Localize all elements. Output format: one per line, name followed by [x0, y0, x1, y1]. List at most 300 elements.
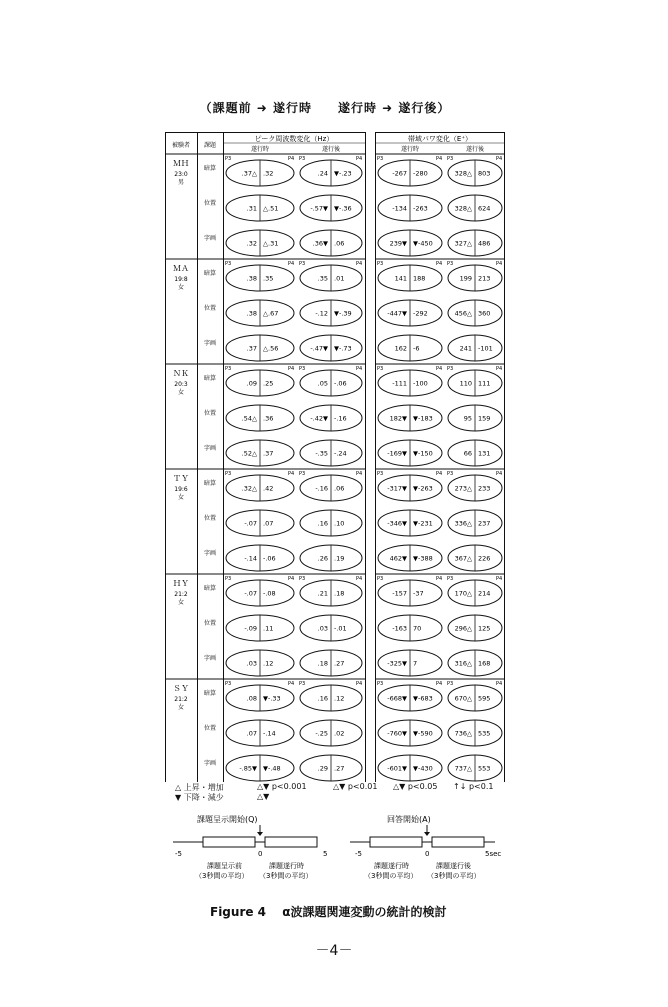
p4-label: P4 [288, 366, 295, 372]
left-hemisphere-value: -.42▼ [310, 414, 328, 423]
left-hemisphere-value: 199 [459, 274, 472, 283]
right-hemisphere-value: -.01 [334, 624, 347, 633]
right-hemisphere-value: 131 [478, 449, 491, 458]
right-hemisphere-value: .12 [334, 694, 345, 703]
p3-label: P3 [225, 471, 232, 477]
power-during-cell [377, 156, 442, 186]
peak-during-cell [226, 510, 294, 536]
left-hemisphere-value: 273△ [454, 484, 472, 493]
legend [165, 782, 505, 802]
left-hemisphere-value: .54△ [241, 414, 257, 423]
legend-p01: △▼ p<0.01 [333, 782, 378, 791]
subject-name: ＮＫ [173, 369, 189, 378]
left-hemisphere-value: 296△ [454, 624, 472, 633]
during-a-label: 課題遂行時 [374, 862, 409, 870]
power-during-cell [377, 681, 442, 711]
p4-label: P4 [356, 471, 363, 477]
left-hemisphere-value: .05 [317, 379, 328, 388]
tick-5sec: 5sec [485, 850, 502, 858]
power-during-cell [378, 650, 442, 676]
p4-label: P4 [436, 261, 443, 267]
right-hemisphere-value: 237 [478, 519, 491, 528]
right-hemisphere-value: -280 [413, 169, 428, 178]
peak-during-cell [226, 230, 294, 256]
subject-age: 19:6 [174, 486, 188, 493]
power-after-cell [447, 261, 502, 291]
left-hemisphere-value: 141 [394, 274, 407, 283]
task-label: 暗算 [203, 270, 217, 277]
page-number: －4－ [315, 943, 353, 959]
right-hemisphere-value: .25 [263, 379, 274, 388]
right-hemisphere-value: ▼-.48 [263, 764, 281, 773]
power-after-cell [448, 615, 502, 641]
right-hemisphere-value: 214 [478, 589, 491, 598]
right-hemisphere-value: ▼-590 [413, 729, 433, 738]
p3-label: P3 [225, 366, 232, 372]
right-hemisphere-value: .01 [334, 274, 345, 283]
left-hemisphere-value: 367△ [454, 554, 472, 563]
left-hemisphere-value: -.12 [315, 309, 328, 318]
p4-label: P4 [436, 471, 443, 477]
pre-q-box [203, 837, 255, 847]
power-after-cell [448, 300, 502, 326]
task-label: 位置 [203, 725, 217, 732]
left-hemisphere-value: -157 [392, 589, 407, 598]
peak-after-cell [300, 545, 362, 571]
right-hemisphere-value: -.06 [334, 379, 347, 388]
left-hemisphere-value: 328△ [454, 204, 472, 213]
peak-during-cell [226, 545, 294, 571]
power-after-cell [447, 366, 502, 396]
left-hemisphere-value: -668▼ [387, 694, 407, 703]
left-hemisphere-value: 241 [459, 344, 472, 353]
left-hemisphere-value: -169▼ [387, 449, 407, 458]
power-during-cell [377, 471, 442, 501]
left-hemisphere-value: -325▼ [387, 659, 407, 668]
right-hemisphere-value: .32 [263, 169, 274, 178]
p3-label: P3 [377, 681, 384, 687]
peak-after-cell [300, 720, 362, 746]
left-hemisphere-value: .29 [317, 764, 328, 773]
tick-0-right: 0 [425, 850, 430, 858]
left-hemisphere-value: 670△ [454, 694, 472, 703]
left-hemisphere-value: .18 [317, 659, 328, 668]
subject-age: 21:2 [174, 591, 188, 598]
right-hemisphere-value: .27 [334, 659, 345, 668]
a-arrowhead [424, 832, 430, 836]
power-after-cell [448, 650, 502, 676]
right-hemisphere-value: ▼-.33 [263, 694, 281, 703]
left-hemisphere-value: 736△ [454, 729, 472, 738]
power-during-cell [377, 576, 442, 606]
task-label: 字画 [203, 445, 217, 452]
right-hemisphere-value: 595 [478, 694, 491, 703]
left-hemisphere-value: -.07 [244, 589, 257, 598]
left-hemisphere-value: .07 [246, 729, 257, 738]
after-a-box [432, 837, 484, 847]
left-hemisphere-value: .08 [246, 694, 257, 703]
peak-during-cell [225, 576, 294, 606]
p3-label: P3 [377, 261, 384, 267]
p4-label: P4 [288, 156, 295, 162]
right-hemisphere-value: 7 [413, 659, 418, 668]
power-after-cell [448, 405, 502, 431]
power-after-cell [448, 230, 502, 256]
results-table [165, 132, 505, 782]
p3-label: P3 [299, 576, 306, 582]
p3-label: P3 [299, 471, 306, 477]
peak-after-cell [300, 440, 362, 466]
right-hemisphere-value: -.16 [334, 414, 347, 423]
col-task-header: 課題 [203, 142, 217, 149]
right-hemisphere-value: -292 [413, 309, 428, 318]
peak-after-cell [299, 471, 362, 501]
left-hemisphere-value: .32 [246, 239, 257, 248]
p3-label: P3 [377, 366, 384, 372]
peak-after-cell [300, 335, 362, 361]
left-hemisphere-value: -601▼ [387, 764, 407, 773]
tick-5-left: 5 [323, 850, 328, 858]
p4-label: P4 [356, 366, 363, 372]
legend-p1: ↑↓ p<0.1 [453, 782, 494, 791]
left-hemisphere-value: .32△ [241, 484, 257, 493]
left-hemisphere-value: -346▼ [387, 519, 407, 528]
power-during-cell [378, 615, 442, 641]
p3-label: P3 [447, 681, 454, 687]
right-hemisphere-value: ▼-.39 [334, 309, 352, 318]
right-hemisphere-value: .19 [334, 554, 345, 563]
peak-during-header: 遂行時 [250, 146, 270, 153]
left-hemisphere-value: .03 [317, 624, 328, 633]
left-hemisphere-value: .35 [317, 274, 328, 283]
p4-label: P4 [356, 156, 363, 162]
power-during-cell [378, 230, 442, 256]
task-label: 字画 [203, 235, 217, 242]
during-q-box [265, 837, 317, 847]
legend-down: ▼ 下降・減少 [175, 793, 224, 802]
q-label: 課題呈示開始(Q) [197, 815, 258, 824]
peak-after-header: 遂行後 [321, 146, 341, 153]
during-a-box [370, 837, 422, 847]
p4-label: P4 [356, 681, 363, 687]
right-hemisphere-value: ▼-388 [413, 554, 433, 563]
p3-label: P3 [447, 576, 454, 582]
p4-label: P4 [496, 156, 503, 162]
peak-after-cell [299, 576, 362, 606]
peak-after-cell [299, 681, 362, 711]
left-hemisphere-value: 327△ [454, 239, 472, 248]
left-hemisphere-value: .26 [317, 554, 328, 563]
left-hemisphere-value: .38 [246, 309, 257, 318]
task-label: 位置 [203, 200, 217, 207]
subject-sex: 女 [177, 389, 185, 396]
p4-label: P4 [356, 576, 363, 582]
subject-name: ＴＹ [173, 474, 189, 483]
subject-name: ＨＹ [173, 579, 189, 588]
left-hemisphere-value: .24 [317, 169, 328, 178]
p4-label: P4 [288, 261, 295, 267]
task-label: 暗算 [203, 165, 217, 172]
left-hemisphere-value: -163 [392, 624, 407, 633]
power-during-cell [378, 405, 442, 431]
task-label: 暗算 [203, 375, 217, 382]
peak-after-cell [300, 650, 362, 676]
figure-header: （課題前 ➜ 遂行時 遂行時 ➜ 遂行後） [199, 101, 451, 115]
right-hemisphere-value: -.08 [263, 589, 276, 598]
right-hemisphere-value: .37 [263, 449, 274, 458]
peak-after-cell [299, 261, 362, 291]
right-hemisphere-value: .07 [263, 519, 274, 528]
right-hemisphere-value: ▼-.36 [334, 204, 352, 213]
subject-age: 21:2 [174, 696, 188, 703]
avg-label-4: （3秒間の平均） [427, 872, 481, 880]
power-during-cell [378, 195, 442, 221]
left-hemisphere-value: -267 [392, 169, 407, 178]
task-label: 字画 [203, 655, 217, 662]
left-hemisphere-value: 95 [463, 414, 472, 423]
task-label: 字画 [203, 340, 217, 347]
task-label: 位置 [203, 515, 217, 522]
left-hemisphere-value: 336△ [454, 519, 472, 528]
task-label: 位置 [203, 305, 217, 312]
right-hemisphere-value: -100 [413, 379, 428, 388]
right-hemisphere-value: △.51 [263, 204, 279, 213]
right-hemisphere-value: ▼-150 [413, 449, 433, 458]
p4-label: P4 [496, 681, 503, 687]
power-during-cell [377, 366, 442, 396]
p4-label: P4 [288, 681, 295, 687]
right-hemisphere-value: .27 [334, 764, 345, 773]
left-hemisphere-value: .21 [317, 589, 328, 598]
p3-label: P3 [225, 156, 232, 162]
p3-label: P3 [447, 471, 454, 477]
p4-label: P4 [288, 576, 295, 582]
left-hemisphere-value: -.85▼ [239, 764, 257, 773]
peak-during-cell [225, 261, 294, 291]
pre-q-label: 課題呈示前 [207, 862, 242, 870]
subject-age: 23:0 [174, 171, 188, 178]
task-label: 暗算 [203, 480, 217, 487]
right-hemisphere-value: -.14 [263, 729, 276, 738]
right-hemisphere-value: .02 [334, 729, 345, 738]
power-after-cell [447, 156, 502, 186]
p3-label: P3 [447, 261, 454, 267]
tick-neg5-right: -5 [355, 850, 362, 858]
subject-sex: 男 [177, 179, 185, 186]
left-hemisphere-value: .03 [246, 659, 257, 668]
subject-age: 19:8 [174, 276, 188, 283]
p4-label: P4 [436, 681, 443, 687]
peak-after-cell [300, 755, 362, 781]
right-hemisphere-value: -.24 [334, 449, 347, 458]
left-hemisphere-value: 328△ [454, 169, 472, 178]
left-hemisphere-value: .16 [317, 519, 328, 528]
task-label: 位置 [203, 410, 217, 417]
left-hemisphere-value: 110 [459, 379, 472, 388]
peak-after-cell [300, 300, 362, 326]
right-hemisphere-value: 125 [478, 624, 491, 633]
power-after-cell [447, 576, 502, 606]
tick-0-left: 0 [258, 850, 263, 858]
power-after-cell [448, 720, 502, 746]
peak-during-cell [226, 405, 294, 431]
a-label: 回答開始(A) [387, 815, 431, 824]
power-during-cell [378, 545, 442, 571]
right-hemisphere-value: 535 [478, 729, 491, 738]
left-hemisphere-value: -111 [392, 379, 407, 388]
left-hemisphere-value: -.14 [244, 554, 257, 563]
right-hemisphere-value: -263 [413, 204, 428, 213]
avg-label-1: （3秒間の平均） [195, 872, 249, 880]
right-hemisphere-value: -.06 [263, 554, 276, 563]
p3-label: P3 [447, 156, 454, 162]
left-hemisphere-value: 66 [463, 449, 472, 458]
peak-group-header: ピーク周波数変化（Hz） [254, 135, 334, 143]
subject-name: ＭＨ [173, 159, 189, 168]
right-hemisphere-value: .11 [263, 624, 274, 633]
power-during-cell [377, 261, 442, 291]
peak-during-cell [225, 366, 294, 396]
avg-label-3: （3秒間の平均） [364, 872, 418, 880]
peak-after-cell [300, 615, 362, 641]
left-hemisphere-value: .52△ [241, 449, 257, 458]
right-hemisphere-value: .06 [334, 239, 345, 248]
p4-label: P4 [436, 366, 443, 372]
p3-label: P3 [225, 261, 232, 267]
peak-after-cell [299, 366, 362, 396]
right-hemisphere-value: 213 [478, 274, 491, 283]
q-arrowhead [257, 832, 263, 836]
p4-label: P4 [436, 576, 443, 582]
peak-during-cell [225, 156, 294, 186]
task-label: 字画 [203, 550, 217, 557]
avg-label-2: （3秒間の平均） [259, 872, 313, 880]
left-hemisphere-value: .09 [246, 379, 257, 388]
p4-label: P4 [436, 156, 443, 162]
subject-sex: 女 [177, 599, 185, 606]
right-hemisphere-value: 360 [478, 309, 491, 318]
left-hemisphere-value: -.47▼ [310, 344, 328, 353]
subject-age: 20:3 [174, 381, 188, 388]
right-hemisphere-value: △.67 [263, 309, 279, 318]
right-hemisphere-value: -37 [413, 589, 424, 598]
right-hemisphere-value: .12 [263, 659, 274, 668]
left-hemisphere-value: -.57▼ [310, 204, 328, 213]
power-after-cell [448, 195, 502, 221]
peak-after-cell [299, 156, 362, 186]
left-hemisphere-value: 162 [394, 344, 407, 353]
p3-label: P3 [299, 156, 306, 162]
p3-label: P3 [447, 366, 454, 372]
left-hemisphere-value: -760▼ [387, 729, 407, 738]
task-label: 位置 [203, 620, 217, 627]
p4-label: P4 [496, 471, 503, 477]
subject-sex: 女 [177, 284, 185, 291]
right-hemisphere-value: 553 [478, 764, 491, 773]
left-hemisphere-value: -.16 [315, 484, 328, 493]
p3-label: P3 [299, 261, 306, 267]
right-hemisphere-value: 233 [478, 484, 491, 493]
legend-up: △ 上昇・増加 [175, 783, 224, 792]
legend-p001b: △▼ [257, 792, 270, 801]
p3-label: P3 [225, 681, 232, 687]
p4-label: P4 [356, 261, 363, 267]
left-hemisphere-value: .31 [246, 204, 257, 213]
col-subject-header: 被験者 [171, 142, 191, 149]
left-hemisphere-value: .37 [246, 344, 257, 353]
left-hemisphere-value: 182▼ [389, 414, 407, 423]
right-hemisphere-value: ▼-231 [413, 519, 433, 528]
right-hemisphere-value: -6 [413, 344, 420, 353]
p4-label: P4 [288, 471, 295, 477]
right-hemisphere-value: .06 [334, 484, 345, 493]
task-label: 暗算 [203, 585, 217, 592]
peak-during-cell [226, 195, 294, 221]
right-hemisphere-value: ▼-.73 [334, 344, 352, 353]
left-hemisphere-value: -.35 [315, 449, 328, 458]
left-hemisphere-value: .36▼ [312, 239, 328, 248]
left-hemisphere-value: 170△ [454, 589, 472, 598]
task-label: 暗算 [203, 690, 217, 697]
right-hemisphere-value: 111 [478, 379, 491, 388]
right-hemisphere-value: 226 [478, 554, 491, 563]
power-during-cell [378, 335, 442, 361]
power-after-cell [447, 681, 502, 711]
peak-during-cell [226, 755, 294, 781]
right-hemisphere-value: ▼-430 [413, 764, 433, 773]
power-during-cell [378, 300, 442, 326]
peak-during-cell [226, 440, 294, 466]
right-hemisphere-value: .42 [263, 484, 274, 493]
p3-label: P3 [377, 576, 384, 582]
power-during-cell [378, 440, 442, 466]
peak-during-cell [225, 471, 294, 501]
right-hemisphere-value: 70 [413, 624, 422, 633]
left-hemisphere-value: 462▼ [389, 554, 407, 563]
power-during-cell [378, 510, 442, 536]
right-hemisphere-value: △.56 [263, 344, 279, 353]
power-after-header: 遂行後 [465, 146, 485, 153]
right-hemisphere-value: ▼-183 [413, 414, 433, 423]
p3-label: P3 [299, 366, 306, 372]
power-group-header: 帯域パワ変化（E⁺） [407, 135, 473, 143]
left-hemisphere-value: 316△ [454, 659, 472, 668]
power-after-cell [448, 335, 502, 361]
peak-during-cell [226, 300, 294, 326]
left-hemisphere-value: 456△ [454, 309, 472, 318]
left-hemisphere-value: .16 [317, 694, 328, 703]
p4-label: P4 [496, 366, 503, 372]
peak-during-cell [225, 681, 294, 711]
left-hemisphere-value: .37△ [241, 169, 257, 178]
peak-after-cell [300, 230, 362, 256]
right-hemisphere-value: ▼-.23 [334, 169, 352, 178]
p3-label: P3 [377, 471, 384, 477]
p3-label: P3 [299, 681, 306, 687]
peak-during-cell [226, 720, 294, 746]
right-hemisphere-value: .35 [263, 274, 274, 283]
left-hemisphere-value: -.07 [244, 519, 257, 528]
left-hemisphere-value: .38 [246, 274, 257, 283]
legend-p05: △▼ p<0.05 [393, 782, 438, 791]
subject-sex: 女 [177, 704, 185, 711]
figure-caption: Figure 4 α波課題関連変動の統計的検討 [210, 905, 447, 919]
power-after-cell [448, 440, 502, 466]
power-during-cell [378, 755, 442, 781]
left-hemisphere-value: -447▼ [387, 309, 407, 318]
peak-after-cell [300, 195, 362, 221]
power-during-cell [378, 720, 442, 746]
